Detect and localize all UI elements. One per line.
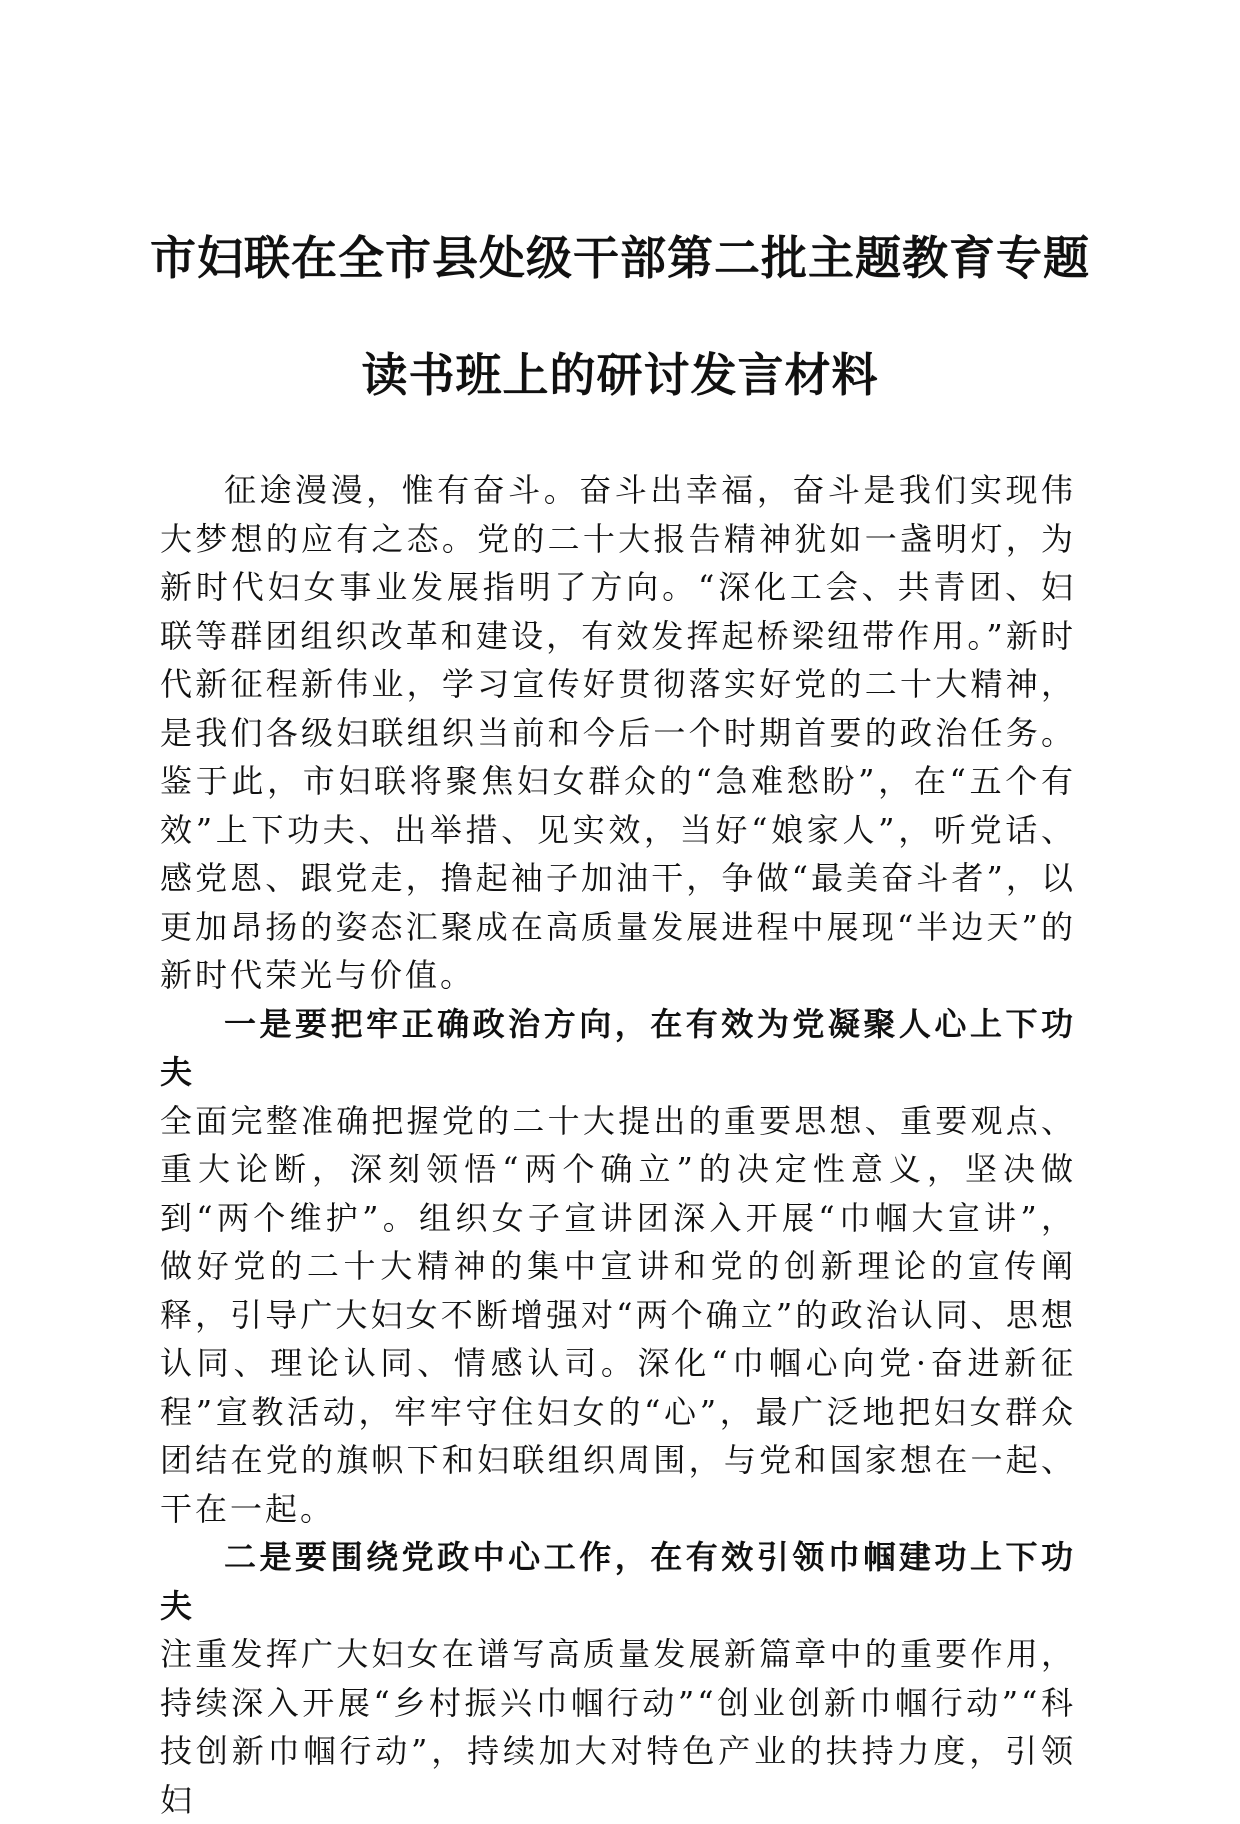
section-heading-1: 一是要把牢正确政治方向，在有效为党凝聚人心上下功夫 [160,1004,1076,1091]
document-body [160,466,1076,1824]
section-paragraph-1: 全面完整准确把握党的二十大提出的重要思想、重要观点、重大论断，深刻领悟“两个确立”的决定性意义，坚决做到“两个维护”。组织女子宣讲团深入开展“巾帼大宣讲”，做好党的二十大精神的集中宣讲和党的创新理论的宣传阐释，引导广大妇女不断增强对“两个确立”的政治认同、思想认同、理论认同、情感认司。深化“巾帼心向党·奋进新征程”宣教活动，牢牢守住妇女的“心”，最广泛地把妇女群众团结在党的旗帜下和妇联组织周围，与党和国家想在一起、干在一起。 [160,1101,1076,1528]
section-paragraph-2: 注重发挥广大妇女在谱写高质量发展新篇章中的重要作用，持续深入开展“乡村振兴巾帼行动”“创业创新巾帼行动”“科技创新巾帼行动”，持续加大对特色产业的扶持力度，引领妇 [160,1635,1076,1819]
document-title-line-1: 市妇联在全市县处级干部第二批主题教育专题 [150,231,1090,285]
section-heading-2: 二是要围绕党政中心工作，在有效引领巾帼建功上下功夫 [160,1538,1076,1625]
document-title-line-2: 读书班上的研讨发言材料 [361,348,879,402]
intro-paragraph: 征途漫漫，惟有奋斗。奋斗出幸福，奋斗是我们实现伟大梦想的应有之态。党的二十大报告精神犹如一盏明灯，为新时代妇女事业发展指明了方向。“深化工会、共青团、妇联等群团组织改革和建设，有效发挥起桥梁纽带作用。”新时代新征程新伟业，学习宣传好贯彻落实好党的二十大精神，是我们各级妇联组织当前和今后一个时期首要的政治任务。鉴于此，市妇联将聚焦妇女群众的“急难愁盼”，在“五个有效”上下功夫、出举措、见实效，当好“娘家人”，听党话、感党恩、跟党走，撸起袖子加油干，争做“最美奋斗者”，以更加昂扬的姿态汇聚成在高质量发展进程中展现“半边天”的新时代荣光与价值。 [160,471,1076,994]
